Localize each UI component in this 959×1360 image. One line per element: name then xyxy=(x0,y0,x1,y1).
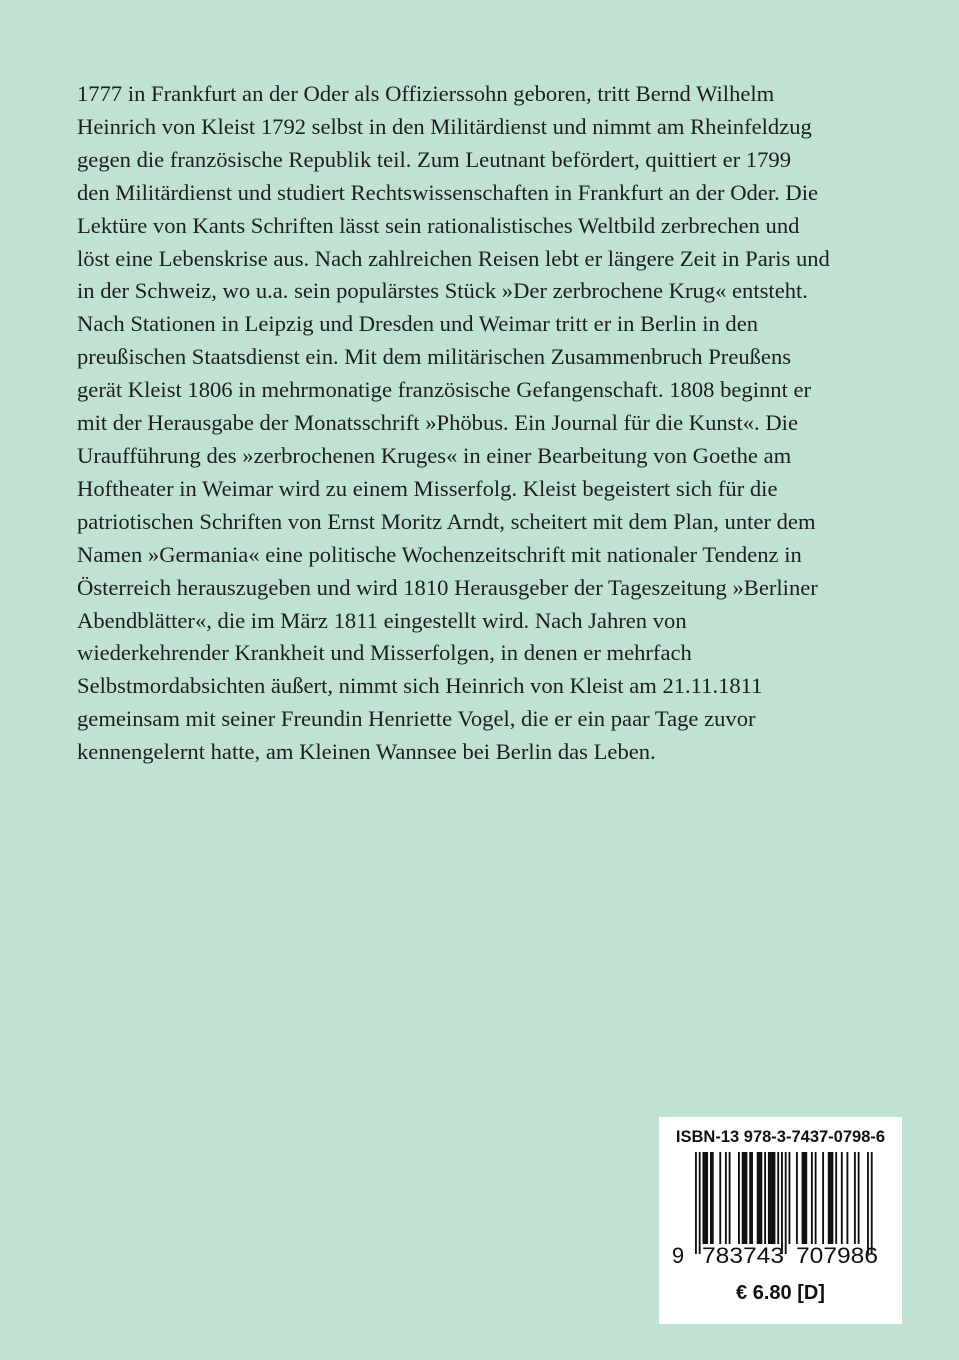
barcode-bar xyxy=(764,1152,766,1244)
barcode-bar xyxy=(729,1152,731,1244)
barcode-bar xyxy=(719,1152,721,1244)
blurb-line: gemeinsam mit seiner Freundin Henriette Vogel, die er ein paar Tage zuvor xyxy=(77,706,756,732)
barcode-bar xyxy=(757,1152,763,1244)
blurb-line: den Militärdienst und studiert Rechtswissenschaften in Frankfurt an der Oder. Die xyxy=(77,179,819,205)
ean13-barcode xyxy=(659,1117,902,1282)
blurb-line: Namen »Germania« eine politische Wochenzeitschrift mit nationaler Tendenz in xyxy=(77,541,802,567)
barcode-digit-lead: 9 xyxy=(671,1243,685,1268)
blurb-line: Selbstmordabsichten äußert, nimmt sich Heinrich von Kleist am 21.11.1811 xyxy=(77,673,763,699)
barcode-bar xyxy=(796,1152,798,1244)
barcode-bar xyxy=(811,1152,813,1244)
blurb-line: Lektüre von Kants Schriften lässt sein rationalistisches Weltbild zerbrechen und xyxy=(77,212,800,238)
blurb-line: löst eine Lebenskrise aus. Nach zahlreichen Reisen lebt er längere Zeit in Paris und xyxy=(77,245,830,271)
barcode-bars xyxy=(695,1152,873,1254)
price-label: € 6.80 [D] xyxy=(736,1282,825,1304)
barcode-bar xyxy=(738,1152,740,1244)
barcode-bar xyxy=(699,1152,701,1254)
barcode-bar xyxy=(846,1152,848,1244)
blurb-line: in der Schweiz, wo u.a. sein populärstes Stück »Der zerbrochene Krug« entsteht. xyxy=(77,278,808,304)
barcode-bar xyxy=(785,1152,787,1254)
blurb-line: gegen die französische Republik teil. Zum Leutnant befördert, quittiert er 1799 xyxy=(77,146,791,172)
blurb-line: mit der Herausgabe der Monatsschrift »Phöbus. Ein Journal für die Kunst«. Die xyxy=(77,410,798,436)
blurb-line: Nach Stationen in Leipzig und Dresden und Weimar tritt er in Berlin in den xyxy=(77,311,759,337)
barcode-bar xyxy=(768,1152,775,1244)
barcode-bar xyxy=(871,1152,873,1254)
barcode-bar xyxy=(702,1152,708,1244)
blurb-line: Abendblätter«, die im März 1811 eingestellt wird. Nach Jahren von xyxy=(77,607,687,633)
barcode-bar xyxy=(858,1152,860,1244)
barcode-bar xyxy=(841,1152,843,1244)
barcode-bar xyxy=(725,1152,727,1244)
barcode-bar xyxy=(749,1152,753,1244)
barcode-bar xyxy=(815,1152,817,1244)
blurb-line: kennengelernt hatte, am Kleinen Wannsee bei Berlin das Leben. xyxy=(77,739,656,765)
barcode-bar xyxy=(742,1152,748,1244)
blurb-line: Uraufführung des »zerbrochenen Kruges« in einer Bearbeitung von Goethe am xyxy=(77,442,792,468)
barcode-bar xyxy=(777,1152,779,1244)
barcode-bar xyxy=(867,1152,869,1254)
barcode-digits-right: 707986 xyxy=(796,1243,878,1268)
blurb-line: patriotischen Schriften von Ernst Moritz Arndt, scheitert mit dem Plan, unter dem xyxy=(77,508,816,534)
barcode-bar xyxy=(802,1152,808,1244)
barcode-bar xyxy=(789,1152,791,1244)
blurb-line: Heinrich von Kleist 1792 selbst in den Militärdienst und nimmt am Rheinfeldzug xyxy=(77,113,812,139)
barcode-bar xyxy=(710,1152,714,1244)
barcode-bar xyxy=(854,1152,856,1244)
isbn-label: ISBN-13 978-3-7437-0798-6 xyxy=(675,1128,886,1146)
blurb-line: wiederkehrender Krankheit und Misserfolgen, in denen er mehrfach xyxy=(77,640,692,666)
barcode-digits-left: 783743 xyxy=(702,1243,784,1268)
barcode-bar xyxy=(835,1152,837,1244)
barcode-panel xyxy=(659,1117,902,1324)
blurb-line: gerät Kleist 1806 in mehrmonatige französische Gefangenschaft. 1808 beginnt er xyxy=(77,377,812,403)
barcode-bar xyxy=(695,1152,697,1254)
blurb-line: Österreich herauszugeben und wird 1810 Herausgeber der Tageszeitung »Berliner xyxy=(77,574,818,600)
back-cover-blurb xyxy=(77,78,897,769)
barcode-bar xyxy=(781,1152,783,1254)
blurb-line: Hoftheater in Weimar wird zu einem Misserfolg. Kleist begeistert sich für die xyxy=(77,475,778,501)
barcode-bar xyxy=(828,1152,834,1244)
blurb-line: 1777 in Frankfurt an der Oder als Offizierssohn geboren, tritt Bernd Wilhelm xyxy=(77,81,775,106)
blurb-line: preußischen Staatsdienst ein. Mit dem militärischen Zusammenbruch Preußens xyxy=(77,344,792,370)
barcode-bar xyxy=(822,1152,824,1244)
